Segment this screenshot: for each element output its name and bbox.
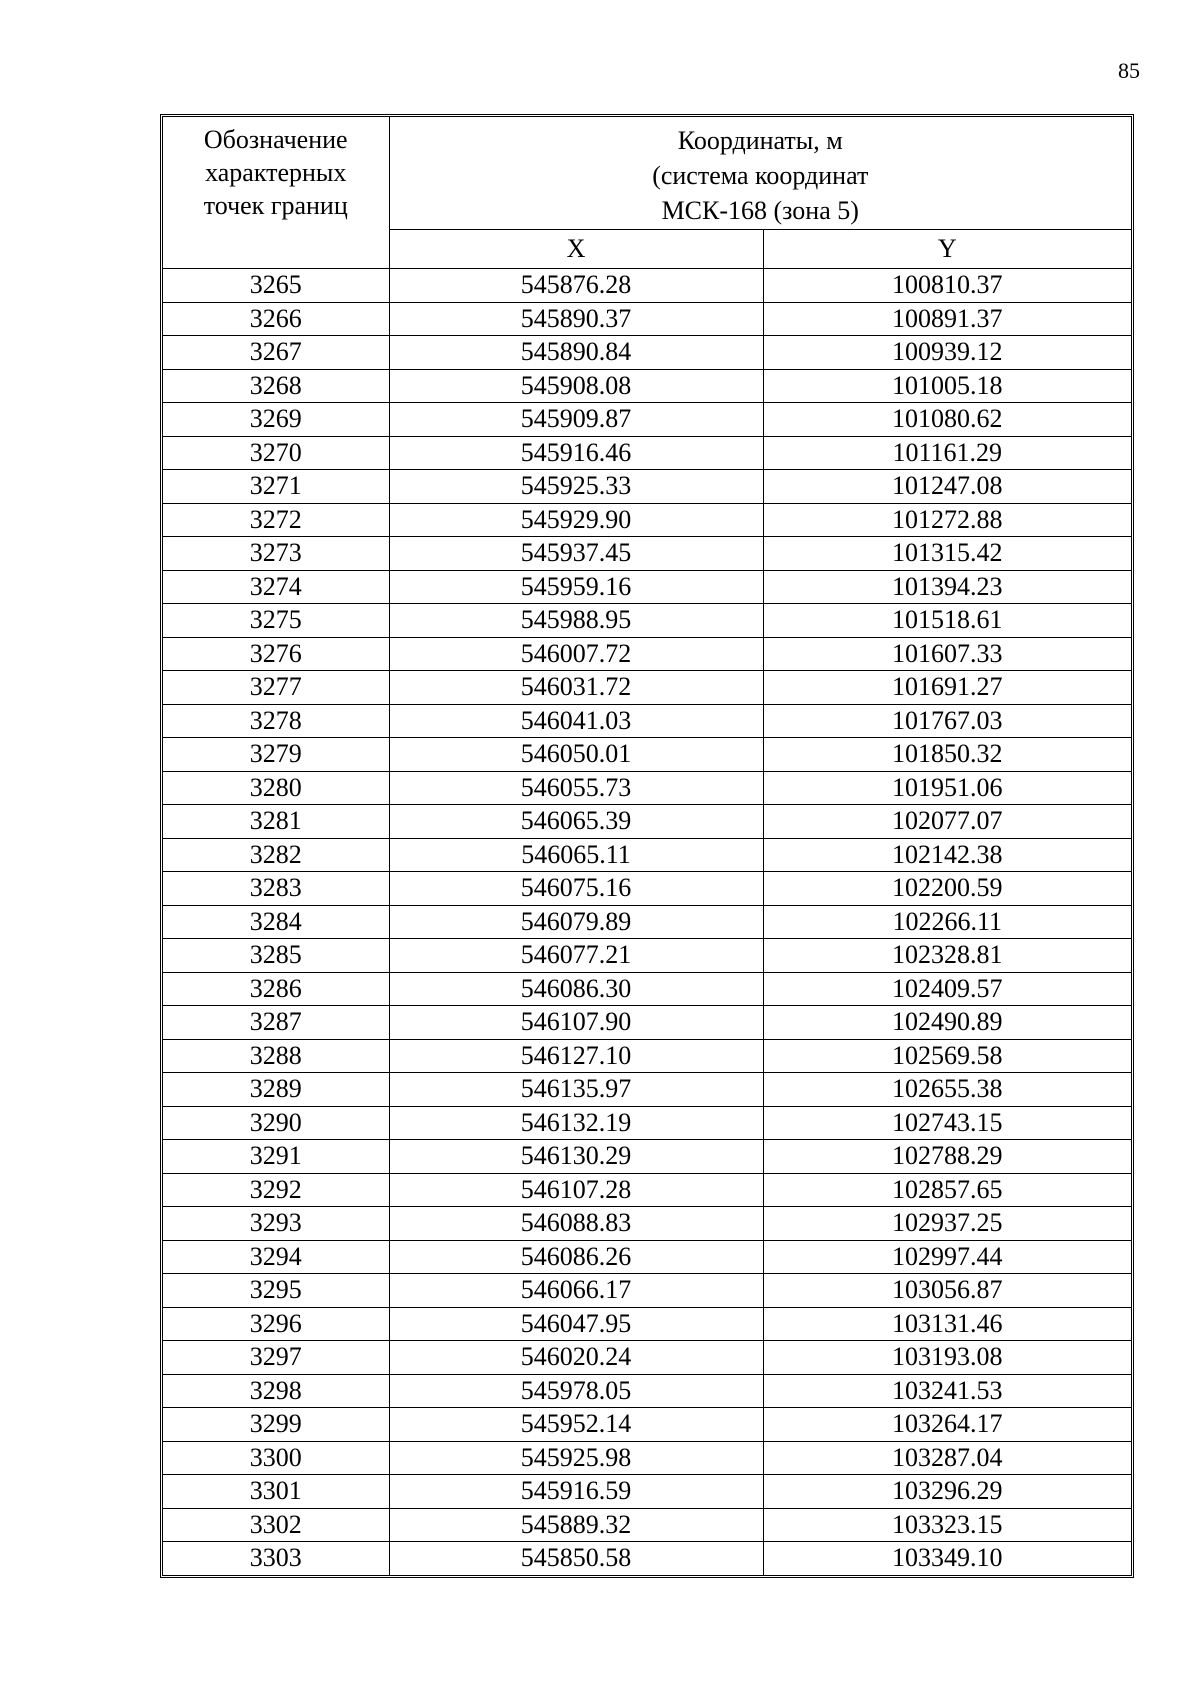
point-cell: 3269	[163, 403, 389, 437]
x-cell: 545988.95	[389, 604, 763, 638]
point-cell: 3271	[163, 470, 389, 504]
y-cell: 102200.59	[763, 872, 1131, 906]
y-cell: 101607.33	[763, 637, 1131, 671]
x-cell: 546075.16	[389, 872, 763, 906]
point-cell: 3295	[163, 1274, 389, 1308]
y-cell: 103241.53	[763, 1374, 1131, 1408]
coordinates-table	[163, 117, 1131, 1575]
table-row	[163, 1374, 1131, 1408]
point-cell: 3283	[163, 872, 389, 906]
x-cell: 545876.28	[389, 269, 763, 303]
x-cell: 546107.28	[389, 1173, 763, 1207]
x-cell: 545925.98	[389, 1441, 763, 1475]
x-cell: 545952.14	[389, 1408, 763, 1442]
x-cell: 545890.37	[389, 302, 763, 336]
y-cell: 103296.29	[763, 1475, 1131, 1509]
coords-label-line: (система координат	[652, 161, 869, 190]
table-row	[163, 403, 1131, 437]
point-cell: 3293	[163, 1207, 389, 1241]
coordinates-table-frame	[160, 114, 1134, 1578]
x-cell: 545929.90	[389, 503, 763, 537]
x-cell: 545850.58	[389, 1542, 763, 1575]
x-cell: 546077.21	[389, 939, 763, 973]
table-row	[163, 1039, 1131, 1073]
point-cell: 3265	[163, 269, 389, 303]
table-row	[163, 436, 1131, 470]
point-cell: 3301	[163, 1475, 389, 1509]
y-cell: 102937.25	[763, 1207, 1131, 1241]
point-cell: 3287	[163, 1006, 389, 1040]
table-row	[163, 1140, 1131, 1174]
table-row	[163, 336, 1131, 370]
x-header: X	[389, 230, 763, 269]
point-cell: 3273	[163, 537, 389, 571]
x-cell: 546107.90	[389, 1006, 763, 1040]
point-label-line: характерных	[205, 158, 347, 187]
y-cell: 101005.18	[763, 369, 1131, 403]
y-cell: 102743.15	[763, 1106, 1131, 1140]
point-cell: 3291	[163, 1140, 389, 1174]
table-row	[163, 1341, 1131, 1375]
point-cell: 3296	[163, 1307, 389, 1341]
point-cell: 3289	[163, 1073, 389, 1107]
point-cell: 3281	[163, 805, 389, 839]
x-cell: 546050.01	[389, 738, 763, 772]
table-row	[163, 1508, 1131, 1542]
table-row	[163, 1408, 1131, 1442]
table-row	[163, 805, 1131, 839]
x-cell: 546047.95	[389, 1307, 763, 1341]
point-cell: 3279	[163, 738, 389, 772]
point-cell: 3270	[163, 436, 389, 470]
point-label-line: точек границ	[203, 191, 348, 220]
table-row	[163, 302, 1131, 336]
table-row	[163, 537, 1131, 571]
table-row	[163, 470, 1131, 504]
y-cell: 103349.10	[763, 1542, 1131, 1575]
table-row	[163, 972, 1131, 1006]
table-row	[163, 771, 1131, 805]
point-cell: 3267	[163, 336, 389, 370]
point-cell: 3303	[163, 1542, 389, 1575]
x-cell: 546086.26	[389, 1240, 763, 1274]
y-cell: 101315.42	[763, 537, 1131, 571]
x-cell: 546055.73	[389, 771, 763, 805]
x-cell: 546079.89	[389, 905, 763, 939]
y-cell: 103323.15	[763, 1508, 1131, 1542]
y-cell: 100810.37	[763, 269, 1131, 303]
coordinates-header	[389, 117, 1131, 230]
table-row	[163, 1006, 1131, 1040]
table-row	[163, 1240, 1131, 1274]
x-cell: 545909.87	[389, 403, 763, 437]
point-cell: 3292	[163, 1173, 389, 1207]
table-row	[163, 1073, 1131, 1107]
x-cell: 546132.19	[389, 1106, 763, 1140]
table-row	[163, 905, 1131, 939]
y-cell: 103131.46	[763, 1307, 1131, 1341]
y-cell: 101272.88	[763, 503, 1131, 537]
y-cell: 101850.32	[763, 738, 1131, 772]
y-cell: 102490.89	[763, 1006, 1131, 1040]
y-cell: 102569.58	[763, 1039, 1131, 1073]
y-cell: 103193.08	[763, 1341, 1131, 1375]
y-cell: 102077.07	[763, 805, 1131, 839]
table-row	[163, 570, 1131, 604]
y-cell: 102997.44	[763, 1240, 1131, 1274]
y-cell: 101767.03	[763, 704, 1131, 738]
y-cell: 101518.61	[763, 604, 1131, 638]
y-cell: 103264.17	[763, 1408, 1131, 1442]
point-cell: 3297	[163, 1341, 389, 1375]
point-cell: 3274	[163, 570, 389, 604]
x-cell: 546086.30	[389, 972, 763, 1006]
table-row	[163, 1106, 1131, 1140]
point-cell: 3290	[163, 1106, 389, 1140]
table-header-row	[163, 117, 1131, 230]
y-cell: 103056.87	[763, 1274, 1131, 1308]
point-cell: 3302	[163, 1508, 389, 1542]
point-cell: 3268	[163, 369, 389, 403]
x-cell: 545925.33	[389, 470, 763, 504]
x-cell: 545890.84	[389, 336, 763, 370]
y-cell: 100891.37	[763, 302, 1131, 336]
table-row	[163, 1475, 1131, 1509]
point-cell: 3282	[163, 838, 389, 872]
point-cell: 3278	[163, 704, 389, 738]
table-row	[163, 704, 1131, 738]
table-body	[163, 269, 1131, 1575]
x-cell: 546066.17	[389, 1274, 763, 1308]
y-cell: 100939.12	[763, 336, 1131, 370]
y-cell: 102142.38	[763, 838, 1131, 872]
point-cell: 3284	[163, 905, 389, 939]
y-cell: 101161.29	[763, 436, 1131, 470]
table-row	[163, 1307, 1131, 1341]
y-cell: 102328.81	[763, 939, 1131, 973]
point-label-line: Обозначение	[203, 125, 348, 154]
point-cell: 3300	[163, 1441, 389, 1475]
point-label-header	[163, 117, 389, 269]
y-cell: 102409.57	[763, 972, 1131, 1006]
point-cell: 3280	[163, 771, 389, 805]
table-row	[163, 671, 1131, 705]
y-cell: 102655.38	[763, 1073, 1131, 1107]
table-row	[163, 1441, 1131, 1475]
table-row	[163, 369, 1131, 403]
table-row	[163, 838, 1131, 872]
x-cell: 546130.29	[389, 1140, 763, 1174]
x-cell: 546065.39	[389, 805, 763, 839]
y-cell: 101691.27	[763, 671, 1131, 705]
x-cell: 546065.11	[389, 838, 763, 872]
table-row	[163, 939, 1131, 973]
page-number: 85	[1118, 58, 1140, 83]
x-cell: 546135.97	[389, 1073, 763, 1107]
x-cell: 546031.72	[389, 671, 763, 705]
point-cell: 3276	[163, 637, 389, 671]
point-cell: 3275	[163, 604, 389, 638]
table-row	[163, 1173, 1131, 1207]
x-cell: 545937.45	[389, 537, 763, 571]
point-cell: 3298	[163, 1374, 389, 1408]
x-cell: 546041.03	[389, 704, 763, 738]
point-cell: 3285	[163, 939, 389, 973]
table-row	[163, 738, 1131, 772]
table-row	[163, 269, 1131, 303]
x-cell: 546020.24	[389, 1341, 763, 1375]
y-cell: 103287.04	[763, 1441, 1131, 1475]
y-cell: 102266.11	[763, 905, 1131, 939]
y-header: Y	[763, 230, 1131, 269]
y-cell: 102857.65	[763, 1173, 1131, 1207]
point-cell: 3299	[163, 1408, 389, 1442]
table-row	[163, 1207, 1131, 1241]
point-cell: 3288	[163, 1039, 389, 1073]
table-row	[163, 503, 1131, 537]
point-cell: 3294	[163, 1240, 389, 1274]
x-cell: 546007.72	[389, 637, 763, 671]
y-cell: 102788.29	[763, 1140, 1131, 1174]
x-cell: 546088.83	[389, 1207, 763, 1241]
coords-label-line: МСК-168 (зона 5)	[661, 196, 859, 225]
table-row	[163, 1274, 1131, 1308]
table-row	[163, 604, 1131, 638]
y-cell: 101394.23	[763, 570, 1131, 604]
x-cell: 546127.10	[389, 1039, 763, 1073]
x-cell: 545889.32	[389, 1508, 763, 1542]
x-cell: 545916.46	[389, 436, 763, 470]
table-row	[163, 872, 1131, 906]
table-row	[163, 637, 1131, 671]
x-cell: 545959.16	[389, 570, 763, 604]
y-cell: 101080.62	[763, 403, 1131, 437]
point-cell: 3272	[163, 503, 389, 537]
point-cell: 3277	[163, 671, 389, 705]
y-cell: 101247.08	[763, 470, 1131, 504]
y-cell: 101951.06	[763, 771, 1131, 805]
point-cell: 3266	[163, 302, 389, 336]
table-row	[163, 1542, 1131, 1575]
x-cell: 545978.05	[389, 1374, 763, 1408]
point-cell: 3286	[163, 972, 389, 1006]
coords-label-line: Координаты, м	[677, 126, 843, 155]
x-cell: 545916.59	[389, 1475, 763, 1509]
x-cell: 545908.08	[389, 369, 763, 403]
